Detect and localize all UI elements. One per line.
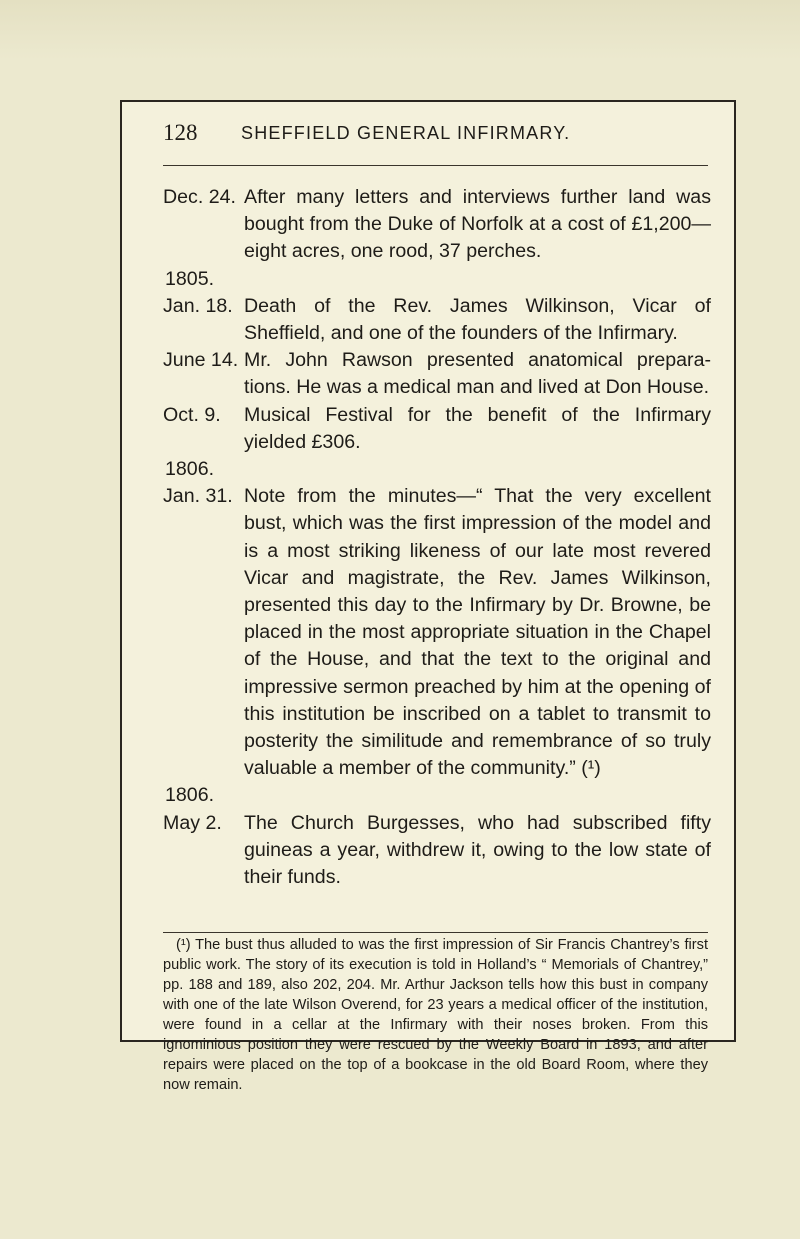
year-heading: 1806. (165, 458, 215, 481)
year-heading: 1805. (165, 267, 215, 290)
footnote: (¹) The bust thus alluded to was the first impression of Sir Francis Chantrey’s first public work. The story of its execution is told in Holland’s “ Memorials of Chantrey,” pp. 188 and 189, also 202, 204. Mr. Arthur Jackson tells how this bust in company with one of the late Wilson Overend, for 23 years a medical officer of the institution, were found in a cellar at the Infirmary with their noses broken. From this ignominious position they were rescued by the Weekly Board in 1893, and after repairs were placed on the top of a bookcase in the old Board Room, where they now remain. (163, 937, 708, 1093)
page-number: 128 (163, 120, 198, 145)
entry-text: After many letters and interviews further land was bought from the Duke of Norfolk at a cost of £1,200—eight acres, one rood, 37 perches. (244, 186, 711, 263)
entry (163, 810, 711, 892)
chronology-entries (163, 184, 711, 891)
entry-text: Note from the minutes—“ That the very excellent bust, which was the first impression of the model and is a most striking likeness of our late most revered Vicar and magistrate, the Rev. James Wilkinson, presented this day to the Infirmary by Dr. Browne, be placed in the most appropriate situation in the Chapel of the House, and that the text to the original and impressive sermon preached by him at the opening of this institution be inscribed on a tablet to transmit to posterity the similitude and remembrance of so truly valuable a member of the community.” (¹) (244, 485, 711, 780)
entry-text: The Church Burgesses, who had subscribed fifty guineas a year, withdrew it, owing to the low state of their funds. (244, 811, 711, 889)
entry-date: Dec. 24. (163, 186, 236, 208)
scan-edge (0, 0, 800, 60)
entry-date: May 2. (163, 811, 222, 834)
entry (163, 483, 711, 782)
entry-date: Jan. 18. (163, 294, 233, 317)
entry-date: June 14. (163, 349, 239, 372)
entry-text: Mr. John Rawson presented anatomical prepara-tions. He was a medical man and lived at Don House. (244, 349, 711, 399)
running-title: SHEFFIELD GENERAL INFIRMARY. (241, 123, 571, 143)
entry-date: Oct. 9. (163, 403, 221, 426)
entry (163, 347, 711, 401)
entry (163, 293, 711, 347)
entry (163, 402, 711, 456)
entry-date: Jan. 31. (163, 485, 233, 508)
entry-text: Musical Festival for the benefit of the Infirmary yielded £306. (244, 403, 711, 453)
header-rule (163, 165, 708, 166)
entry (163, 184, 711, 266)
running-head (163, 122, 708, 146)
entry-text: Death of the Rev. James Wilkinson, Vicar of Sheffield, and one of the founders of the Infirmary. (244, 294, 711, 344)
footnote-rule (163, 932, 708, 933)
year-heading: 1806. (165, 784, 215, 807)
